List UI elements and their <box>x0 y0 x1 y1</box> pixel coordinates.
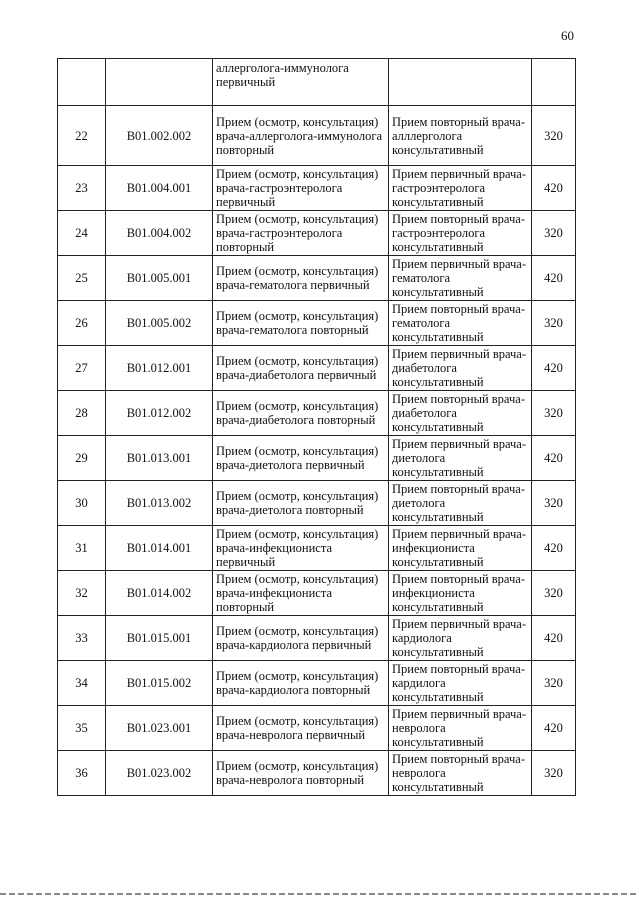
row-number-cell: 24 <box>58 211 106 256</box>
table-row <box>58 211 576 256</box>
service-name-cell: Прием (осмотр, консультация) врача-диетолога повторный <box>213 481 389 526</box>
service-code-cell: B01.004.002 <box>106 211 213 256</box>
table-row-continued <box>58 59 576 106</box>
service-description-cell: Прием повторный врача-кардилога консультативный <box>389 661 532 706</box>
row-number-cell: 32 <box>58 571 106 616</box>
table-body <box>58 59 576 796</box>
service-code-cell: B01.012.002 <box>106 391 213 436</box>
service-code-cell: B01.005.001 <box>106 256 213 301</box>
price-cell: 320 <box>532 751 576 796</box>
service-description-cell: Прием первичный врача-гастроэнтеролога консультативный <box>389 166 532 211</box>
service-name-cell: Прием (осмотр, консультация) врача-гематолога первичный <box>213 256 389 301</box>
service-description-cell: Прием повторный врача-гематолога консультативный <box>389 301 532 346</box>
row-number-cell: 23 <box>58 166 106 211</box>
service-description-cell: Прием повторный врача-алллерголога консультативный <box>389 106 532 166</box>
row-number-cell <box>58 59 106 106</box>
service-name-cell: Прием (осмотр, консультация) врача-кардиолога повторный <box>213 661 389 706</box>
service-name-cell: Прием (осмотр, консультация) врача-невролога первичный <box>213 706 389 751</box>
table-row <box>58 481 576 526</box>
table-row <box>58 106 576 166</box>
row-number-cell: 36 <box>58 751 106 796</box>
table-row <box>58 526 576 571</box>
row-number-cell: 26 <box>58 301 106 346</box>
row-number-cell: 31 <box>58 526 106 571</box>
price-cell: 320 <box>532 301 576 346</box>
table-row <box>58 751 576 796</box>
service-description-cell: Прием первичный врача-невролога консультативный <box>389 706 532 751</box>
row-number-cell: 33 <box>58 616 106 661</box>
service-description-cell <box>389 59 532 106</box>
row-number-cell: 35 <box>58 706 106 751</box>
service-code-cell: B01.004.001 <box>106 166 213 211</box>
price-cell: 320 <box>532 571 576 616</box>
service-code-cell: B01.005.002 <box>106 301 213 346</box>
row-number-cell: 29 <box>58 436 106 481</box>
price-cell: 420 <box>532 436 576 481</box>
service-name-cell: аллерголога-иммунолога первичный <box>213 59 389 106</box>
price-cell: 420 <box>532 526 576 571</box>
table-row <box>58 571 576 616</box>
service-name-cell: Прием (осмотр, консультация) врача-аллерголога-иммунолога повторный <box>213 106 389 166</box>
service-code-cell: B01.002.002 <box>106 106 213 166</box>
service-name-cell: Прием (осмотр, консультация) врача-инфекциониста повторный <box>213 571 389 616</box>
service-name-cell: Прием (осмотр, консультация) врача-кардиолога первичный <box>213 616 389 661</box>
service-description-cell: Прием первичный врача-диетолога консультативный <box>389 436 532 481</box>
price-cell <box>532 59 576 106</box>
service-description-cell: Прием первичный врача-диабетолога консультативный <box>389 346 532 391</box>
row-number-cell: 34 <box>58 661 106 706</box>
service-code-cell: B01.015.002 <box>106 661 213 706</box>
price-cell: 420 <box>532 346 576 391</box>
table-row <box>58 166 576 211</box>
table-row <box>58 391 576 436</box>
price-cell: 420 <box>532 616 576 661</box>
service-name-cell: Прием (осмотр, консультация) врача-диабетолога первичный <box>213 346 389 391</box>
service-code-cell: B01.023.001 <box>106 706 213 751</box>
row-number-cell: 30 <box>58 481 106 526</box>
price-cell: 420 <box>532 166 576 211</box>
service-description-cell: Прием повторный врача-гастроэнтеролога консультативный <box>389 211 532 256</box>
row-number-cell: 22 <box>58 106 106 166</box>
row-number-cell: 27 <box>58 346 106 391</box>
scan-edge-line <box>0 893 639 895</box>
service-code-cell: B01.023.002 <box>106 751 213 796</box>
price-cell: 420 <box>532 256 576 301</box>
service-name-cell: Прием (осмотр, консультация) врача-инфекциониста первичный <box>213 526 389 571</box>
table-row <box>58 436 576 481</box>
service-name-cell: Прием (осмотр, консультация) врача-невролога повторный <box>213 751 389 796</box>
service-name-cell: Прием (осмотр, консультация) врача-диетолога первичный <box>213 436 389 481</box>
service-description-cell: Прием повторный врача-инфекциониста консультативный <box>389 571 532 616</box>
price-table <box>57 58 576 796</box>
service-code-cell: B01.013.001 <box>106 436 213 481</box>
service-code-cell: B01.013.002 <box>106 481 213 526</box>
service-description-cell: Прием первичный врача-кардиолога консультативный <box>389 616 532 661</box>
service-description-cell: Прием первичный врача-гематолога консультативный <box>389 256 532 301</box>
service-code-cell: B01.012.001 <box>106 346 213 391</box>
price-cell: 320 <box>532 211 576 256</box>
price-cell: 320 <box>532 106 576 166</box>
price-cell: 320 <box>532 661 576 706</box>
service-description-cell: Прием повторный врача-диабетолога консультативный <box>389 391 532 436</box>
service-name-cell: Прием (осмотр, консультация) врача-гастроэнтеролога первичный <box>213 166 389 211</box>
row-number-cell: 28 <box>58 391 106 436</box>
service-code-cell: B01.014.002 <box>106 571 213 616</box>
table-row <box>58 616 576 661</box>
service-description-cell: Прием первичный врача-инфекциониста консультативный <box>389 526 532 571</box>
service-code-cell <box>106 59 213 106</box>
table-row <box>58 256 576 301</box>
price-cell: 320 <box>532 391 576 436</box>
service-description-cell: Прием повторный врача-невролога консультативный <box>389 751 532 796</box>
service-code-cell: B01.015.001 <box>106 616 213 661</box>
row-number-cell: 25 <box>58 256 106 301</box>
price-cell: 420 <box>532 706 576 751</box>
table-row <box>58 346 576 391</box>
price-cell: 320 <box>532 481 576 526</box>
table-row <box>58 706 576 751</box>
page-number: 60 <box>561 28 574 43</box>
table-row <box>58 301 576 346</box>
service-name-cell: Прием (осмотр, консультация) врача-диабетолога повторный <box>213 391 389 436</box>
service-name-cell: Прием (осмотр, консультация) врача-гастроэнтеролога повторный <box>213 211 389 256</box>
service-description-cell: Прием повторный врача-диетолога консультативный <box>389 481 532 526</box>
service-name-cell: Прием (осмотр, консультация) врача-гематолога повторный <box>213 301 389 346</box>
table-row <box>58 661 576 706</box>
service-code-cell: B01.014.001 <box>106 526 213 571</box>
